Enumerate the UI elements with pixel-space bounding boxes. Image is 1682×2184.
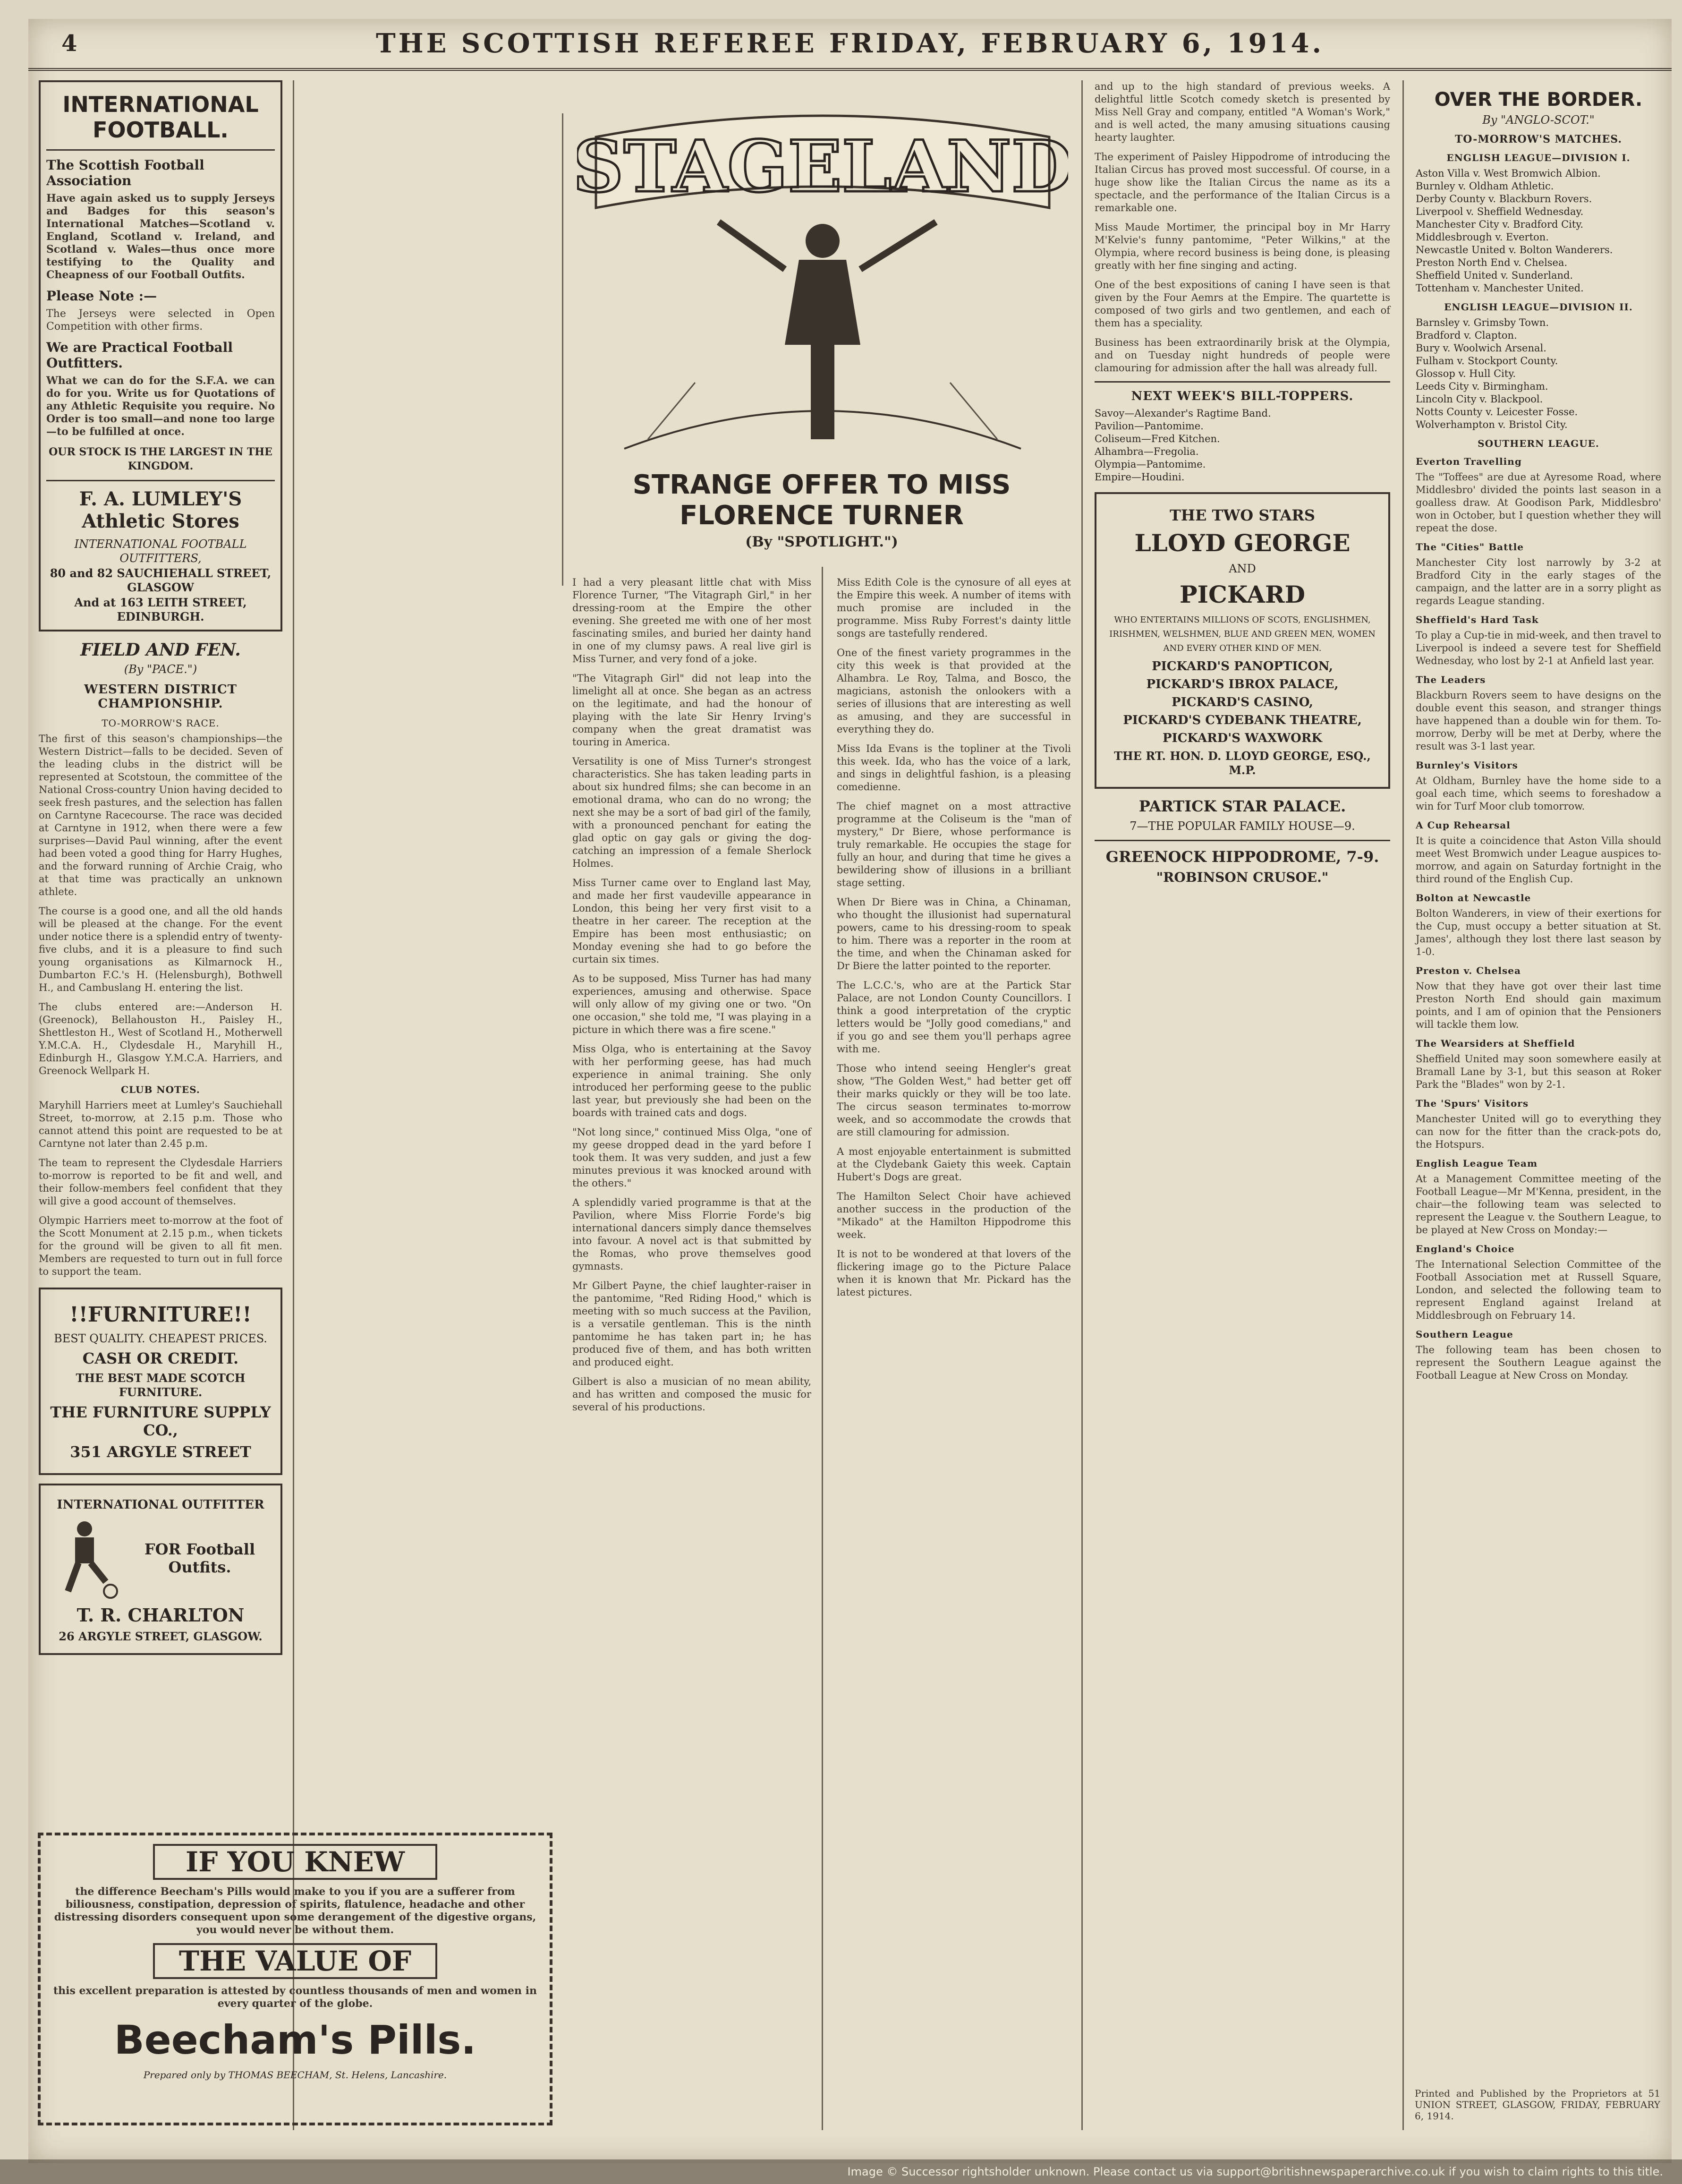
bill-item: Alhambra—Fregolia. xyxy=(1095,446,1199,457)
column-rule xyxy=(822,567,823,2130)
paragraph-heading: Preston v. Chelsea xyxy=(1416,965,1521,976)
furniture-line: THE BEST MADE SCOTCH FURNITURE. xyxy=(76,1371,246,1399)
practical-heading: We are Practical Football Outfitters. xyxy=(46,340,233,371)
article-paragraph: Versatility is one of Miss Turner's strongest characteristics. She has taken leading parts in about six hundred films; she can become in an emotional drama, who can do no wrong; the next she may be a sort of bad girl of the family, with a pronounced penchant for eating the glad optic on gay gals or giving the dog-catching an impression of a female Sherlock Holmes. xyxy=(572,756,811,869)
article-paragraph: It is not to be wondered at that lovers of the flickering image go to the Picture Palace when it is known that Mr. Pickard has the latest pictures. xyxy=(837,1248,1071,1298)
greenock-title: GREENOCK HIPPODROME, 7-9. xyxy=(1105,848,1379,866)
outfitter-address: 26 ARGYLE STREET, GLASGOW. xyxy=(59,1629,263,1643)
masthead-title: THE SCOTTISH REFEREE FRIDAY, FEBRUARY 6, 1914. xyxy=(376,28,1324,59)
column-theatre-news xyxy=(1084,80,1401,2135)
fixture-item: Bury v. Woolwich Arsenal. xyxy=(1416,342,1546,354)
fixture-item: Sheffield United v. Sunderland. xyxy=(1416,270,1573,281)
store-address-1: 80 and 82 SAUCHIEHALL STREET, GLASGOW xyxy=(50,566,272,594)
beecham-footer: Prepared only by THOMAS BEECHAM, St. Helens, Lancashire. xyxy=(143,2069,447,2081)
paragraph-heading: Everton Travelling xyxy=(1416,456,1522,467)
article-paragraph: Olympic Harriers meet to-morrow at the foot of the Scott Monument at 2.15 p.m., when tickets for the ground will be given to all fit men. Members are requested to turn out in full force to support the team. xyxy=(39,1215,282,1277)
article-paragraph: Bolton Wanderers, in view of their exertions for the Cup, must occupy a better situation at St. James', although they lost there last season by 1-0. xyxy=(1416,908,1661,957)
fixture-item: Aston Villa v. West Bromwich Albion. xyxy=(1416,168,1601,179)
fixture-item: Barnsley v. Grimsby Town. xyxy=(1416,317,1549,328)
stageland-byline: (By "SPOTLIGHT.") xyxy=(745,534,898,550)
outfitter-title: INTERNATIONAL OUTFITTER xyxy=(57,1498,264,1512)
article-paragraph: The experiment of Paisley Hippodrome of introducing the Italian Circus has proved most successful. Of course, in a huge show like the Italian Circus the name as its a spectacle, and the performance of the Italian Circus is a remarkable one. xyxy=(1095,151,1390,213)
pickard-advert xyxy=(1095,492,1390,789)
column-rule xyxy=(293,80,294,2130)
stars-line: AND xyxy=(1229,562,1256,575)
article-paragraph: Miss Maude Mortimer, the principal boy in Mr Harry M'Kelvie's funny pantomime, "Peter Wilkins," at the Olympia, where record business is being done, is pleasing greatly with her fine singing and acting. xyxy=(1095,222,1390,271)
over-border-title: OVER THE BORDER. xyxy=(1434,89,1643,111)
paragraph-heading: England's Choice xyxy=(1416,1243,1515,1254)
pickard-venue: PICKARD'S PANOPTICON, xyxy=(1152,659,1333,674)
stars-text: WHO ENTERTAINS MILLIONS OF SCOTS, ENGLISHMEN, IRISHMEN, WELSHMEN, BLUE AND GREEN MEN, WOMEN AND EVERY OTHER KIND OF MEN. xyxy=(1109,615,1376,653)
over-border-sub: TO-MORROW'S MATCHES. xyxy=(1454,133,1623,145)
page-number: 4 xyxy=(61,30,77,57)
sfa-heading: The Scottish Football Association xyxy=(46,157,204,188)
column-rule xyxy=(562,113,563,586)
column-rule xyxy=(1402,80,1404,2130)
article-paragraph: One of the finest variety programmes in the city this week is that provided at the Alhambra. Le Roy, Talma, and Bosco, the magicians, astonish the onlookers with a series of illusions that are interesting as well as amusing, and they are successful in everything they do. xyxy=(837,647,1071,735)
outfitter-sub: FOR Football Outfits. xyxy=(144,1540,255,1576)
article-paragraph: Now that they have got over their last time Preston North End should gain maximum points, and I am of opinion that the Pensioners will tackle them low. xyxy=(1416,981,1661,1030)
pickard-venue: PICKARD'S CYDEBANK THEATRE, xyxy=(1123,713,1362,727)
article-paragraph: Mr Gilbert Payne, the chief laughter-raiser in the pantomime, "Red Riding Hood," which is meeting with so much success at the Pavilion, is a versatile gentleman. This is the ninth pantomime he has taken part in; he has produced five of them, and has both written and produced eight. xyxy=(572,1280,811,1368)
advert-title: INTERNATIONAL FOOTBALL. xyxy=(62,92,259,143)
pickard-venue: PICKARD'S CASINO, xyxy=(1172,695,1313,709)
club-notes-title: CLUB NOTES. xyxy=(121,1084,200,1095)
paragraph-heading: Burnley's Visitors xyxy=(1416,759,1518,771)
article-paragraph: Gilbert is also a musician of no mean ability, and has written and composed the music for several of his productions. xyxy=(572,1376,811,1413)
article-paragraph: The chief magnet on a most attractive programme at the Coliseum is the "man of mystery," Dr Biere, whose performance is truly remarkable. He occupies the stage for fully an hour, and during that time he gives a bewildering show of illusions in a brilliant stage setting. xyxy=(837,801,1071,888)
sfa-text: Have again asked us to supply Jerseys and Badges for this season's International Matches—Scotland v. England, Scotland v. Ireland, and Scotland v. Wales—thus once more testifying to the Quality and Cheapness of our Football Outfits. xyxy=(46,192,275,281)
store-sub: INTERNATIONAL FOOTBALL OUTFITTERS, xyxy=(74,537,247,565)
article-paragraph: Blackburn Rovers seem to have designs on the double event this season, and stranger things have happened than a double win for them. To-morrow, Derby will be met at Derby, where the result was 3-1 last year. xyxy=(1416,690,1661,752)
beecham-advert xyxy=(38,1833,552,2125)
article-paragraph: Those who intend seeing Hengler's great show, "The Golden West," had better get off their marks quickly or they will be too late. The circus season terminates to-morrow week, and so accommodate the crowds that are still clamouring for admission. xyxy=(837,1063,1071,1138)
stars-line: LLOYD GEORGE xyxy=(1134,529,1351,557)
fixture-item: Derby County v. Blackburn Rovers. xyxy=(1416,193,1592,205)
bill-item: Coliseum—Fred Kitchen. xyxy=(1095,433,1220,444)
article-paragraph: Miss Olga, who is entertaining at the Savoy with her performing geese, has had much experience in animal training. She only introduced her performing geese to the public last year, but previously she had been on the boards with trained cats and dogs. xyxy=(572,1043,811,1118)
article-paragraph: Business has been extraordinarily brisk at the Olympia, and on Tuesday night hundreds of people were clamouring for admission after the hall was already full. xyxy=(1095,337,1390,374)
article-paragraph: To play a Cup-tie in mid-week, and then travel to Liverpool is indeed a severe test for Sheffield Wednesday, who lost by 2-1 at Anfield last year. xyxy=(1416,630,1662,666)
paragraph-heading: The "Cities" Battle xyxy=(1416,541,1524,553)
fixture-item: Leeds City v. Birmingham. xyxy=(1416,381,1548,392)
article-paragraph: The first of this season's championships—the Western District—falls to be decided. Seven of the leading clubs in the district will be represented at Scotstoun, the committee of the National Cross-country Union having decided to seek fresh pastures, and the selection has fallen on Carntyne Racecourse. The race was decided at Carntyne in 1912, when there were a few surprises—David Paul winning, after the event had been voted a good thing for Harry Hughes, and the forward running of Archie Craig, who at that time was practically an unknown athlete. xyxy=(39,733,282,897)
column-stage-notes xyxy=(826,576,1081,2135)
paragraph-heading: Sheffield's Hard Task xyxy=(1416,614,1539,625)
pickard-venue: THE RT. HON. D. LLOYD GEORGE, ESQ., M.P. xyxy=(1114,749,1371,777)
imprint: Printed and Published by the Proprietors at 51 UNION STREET, GLASGOW, FRIDAY, FEBRUARY 6, 1914. xyxy=(1415,2088,1660,2122)
furniture-advert xyxy=(39,1288,282,1475)
article-paragraph: The L.C.C.'s, who are at the Partick Star Palace, are not London County Councillors. I think a good interpretation of the cryptic letters would be "Jolly good comedians," and if you go and see them you'll perhaps agree with me. xyxy=(837,980,1071,1055)
fixture-item: Glossop v. Hull City. xyxy=(1416,368,1516,379)
article-paragraph: Miss Ida Evans is the topliner at the Tivoli this week. Ida, who has the voice of a lark, and sings in delightful fashion, is a pleasing comedienne. xyxy=(837,743,1071,793)
beecham-text: the difference Beecham's Pills would make to you if you are a sufferer from biliousness, constipation, depression of spirits, flatulence, headache and other distressing disorders consequent upon some derangement of the digestive organs, you would never be without them. xyxy=(54,1885,536,1936)
article-paragraph: The course is a good one, and all the old hands will be pleased at the change. For the event under notice there is a splendid entry of twenty-five clubs, and it is a pleasure to find such young organisations as Kilmarnock H., Dumbarton F.C.'s H. (Helensburgh), Bothwell H., and Cambuslang H. entering the list. xyxy=(39,905,282,993)
footballer-illustration-icon xyxy=(49,1516,120,1601)
note-text: The Jerseys were selected in Open Competition with other firms. xyxy=(46,308,275,333)
column-rule xyxy=(1081,80,1083,2130)
beecham-text-2: this excellent preparation is attested by countless thousands of men and women in every quarter of the globe. xyxy=(53,1985,537,2010)
stageland-banner: STAGELAND xyxy=(577,125,1068,208)
partick-title: PARTICK STAR PALACE. xyxy=(1138,797,1346,815)
article-paragraph: "The Vitagraph Girl" did not leap into the limelight all at once. She began as an actress on the legitimate, and had the honour of playing with the late Sir Henry Irving's company when the great dramatist was touring in America. xyxy=(572,673,811,748)
article-paragraph: It is quite a coincidence that Aston Villa should meet West Bromwich under League auspices to-morrow, and again on Saturday fortnight in the third round of the English Cup. xyxy=(1416,835,1661,885)
note-heading: Please Note :— xyxy=(46,288,157,304)
article-paragraph: I had a very pleasant little chat with Miss Florence Turner, "The Vitagraph Girl," in her dressing-room at the Empire the other evening. She greeted me with one of her most fascinating smiles, and buried her dainty hand in one of my clumsy paws. A real live girl is Miss Turner, and very fond of a joke. xyxy=(572,577,811,665)
paragraph-heading: Southern League xyxy=(1416,1329,1513,1340)
furniture-line: BEST QUALITY. CHEAPEST PRICES. xyxy=(54,1332,267,1345)
masthead xyxy=(28,19,1672,71)
article-paragraph: Maryhill Harriers meet at Lumley's Sauchiehall Street, to-morrow, at 2.15 p.m. Those who cannot attend this point are requested to be at Carntyne not later than 2.45 p.m. xyxy=(39,1100,282,1149)
article-paragraph: The team to represent the Clydesdale Harriers to-morrow is reported to be fit and well, and their follow-members feel confident that they will give a good account of themselves. xyxy=(39,1157,282,1207)
article-paragraph: The Hamilton Select Choir have achieved another success in the production of the "Mikado" at the Hamilton Hippodrome this week. xyxy=(837,1191,1071,1240)
article-paragraph: Miss Edith Cole is the cynosure of all eyes at the Empire this week. A number of items with much promise are included in the programme. Miss Ruby Forrest's dainty little songs are tastefully rendered. xyxy=(837,577,1071,639)
newspaper-page xyxy=(28,19,1672,2163)
stars-title: THE TWO STARS xyxy=(1169,506,1316,524)
stageland-illustration-icon xyxy=(577,80,1068,458)
paragraph-heading: The 'Spurs' Visitors xyxy=(1416,1098,1529,1109)
fixture-item: Newcastle United v. Bolton Wanderers. xyxy=(1416,244,1613,256)
fixture-item: Fulham v. Stockport County. xyxy=(1416,355,1558,367)
stageland-headline: STRANGE OFFER TO MISS FLORENCE TURNER xyxy=(632,469,1011,531)
article-paragraph: A splendidly varied programme is that at the Pavilion, where Miss Florrie Forde's big international dancers simply dance themselves into favour. A novel act is that submitted by the Romas, who prove themselves good gymnasts. xyxy=(572,1197,811,1272)
practical-text: What we can do for the S.F.A. we can do for you. Write us for Quotations of any Athletic Requisite you require. No Order is too small—and none too large—to be fulfilled at once. xyxy=(46,375,275,438)
beecham-value: THE VALUE OF xyxy=(153,1943,437,1979)
article-paragraph: The "Toffees" are due at Ayresome Road, where Middlesbro' divided the points last season in a goalless draw. At Goodison Park, Middlesbro' won in October, but I question whether they will repeat the dose. xyxy=(1416,471,1661,534)
article-paragraph: Manchester United will go to everything they can now for the fitter than the crack-pots do, the Hotspurs. xyxy=(1416,1113,1661,1150)
fixture-item: Notts County v. Leicester Fosse. xyxy=(1416,406,1578,418)
store-address-2: And at 163 LEITH STREET, EDINBURGH. xyxy=(74,596,247,623)
pickard-venue: PICKARD'S WAXWORK xyxy=(1163,731,1322,745)
bill-item: Pavilion—Pantomime. xyxy=(1095,420,1204,432)
article-paragraph: As to be supposed, Miss Turner has had many experiences, amusing and otherwise. Space will only allow of my giving one or two. "On one occasion," she told me, "I was playing in a picture in which there was a fire scene." xyxy=(572,973,811,1035)
article-paragraph: A most enjoyable entertainment is submitted at the Clydebank Gaiety this week. Captain Hubert's Dogs are great. xyxy=(837,1146,1071,1183)
greenock-text: "ROBINSON CRUSOE." xyxy=(1156,870,1329,885)
stageland-header xyxy=(567,80,1077,567)
article-paragraph: At Oldham, Burnley have the home side to a goal each time, which seems to foreshadow a win for Turf Moor club tomorrow. xyxy=(1416,775,1661,812)
fixture-item: Preston North End v. Chelsea. xyxy=(1416,257,1568,268)
over-border-byline: By "ANGLO-SCOT." xyxy=(1482,113,1595,127)
paragraph-heading: English League Team xyxy=(1416,1158,1538,1169)
fixture-item: Burnley v. Oldham Athletic. xyxy=(1416,180,1554,192)
field-subheading: WESTERN DISTRICT CHAMPIONSHIP. xyxy=(84,682,238,711)
fixture-item: Lincoln City v. Blackpool. xyxy=(1416,393,1543,405)
article-paragraph: "Not long since," continued Miss Olga, "one of my geese dropped dead in the yard before I took them. It was very sudden, and just a few minutes previous it was knocked around with the others." xyxy=(572,1126,811,1189)
field-title: FIELD AND FEN. xyxy=(80,640,241,660)
lumley-advert xyxy=(39,80,282,631)
bill-toppers-title: NEXT WEEK'S BILL-TOPPERS. xyxy=(1131,389,1354,403)
over-border-sub: ENGLISH LEAGUE—DIVISION I. xyxy=(1446,152,1631,163)
over-border-sub: SOUTHERN LEAGUE. xyxy=(1478,438,1599,449)
charlton-advert xyxy=(39,1484,282,1655)
fixture-item: Bradford v. Clapton. xyxy=(1416,330,1517,341)
article-paragraph: Manchester City lost narrowly by 3-2 at Bradford City in the early stages of the campaign, and the latter are in a sorry plight as regards League standing. xyxy=(1416,557,1661,606)
column-over-the-border xyxy=(1405,80,1672,2135)
stock-text: OUR STOCK IS THE LARGEST IN THE KINGDOM. xyxy=(49,446,272,472)
outfitter-name: T. R. CHARLTON xyxy=(76,1604,245,1626)
partick-text: 7—THE POPULAR FAMILY HOUSE—9. xyxy=(1130,819,1355,833)
pickard-venue: PICKARD'S IBROX PALACE, xyxy=(1146,677,1339,691)
fixture-item: Liverpool v. Sheffield Wednesday. xyxy=(1416,206,1584,217)
article-paragraph: When Dr Biere was in China, a Chinaman, who thought the illusionist had supernatural powers, came to his dressing-room to speak to him. There was a reporter in the room at the time, and when the Chinaman asked for Dr Biere the latter pointed to the reporter. xyxy=(837,896,1071,972)
article-paragraph: At a Management Committee meeting of the Football League—Mr M'Kenna, president, in the chair—the following team was selected to represent the League v. the Southern League, to be played at New Cross on Monday:— xyxy=(1416,1173,1661,1236)
stars-line: PICKARD xyxy=(1180,580,1305,608)
fixture-item: Manchester City v. Bradford City. xyxy=(1416,219,1584,230)
field-byline: (By "PACE.") xyxy=(124,663,197,676)
fixture-item: Wolverhampton v. Bristol City. xyxy=(1416,419,1568,430)
article-paragraph: Miss Turner came over to England last May, and made her first vaudeville appearance in London, this being her very first visit to a theatre in her career. The reception at the Empire has been most enthusiastic; on Monday evening she had to go before the curtain six times. xyxy=(572,877,811,965)
article-paragraph: The International Selection Committee of the Football Association met at Russell Square, London, and selected the following team to represent England against Ireland at Middlesbrough on February 14. xyxy=(1416,1259,1661,1321)
paragraph-heading: The Wearsiders at Sheffield xyxy=(1416,1038,1575,1049)
paragraph-heading: A Cup Rehearsal xyxy=(1416,819,1511,831)
article-paragraph: One of the best expositions of caning I have seen is that given by the Four Aemrs at the Empire. The quartette is composed of two girls and two gentlemen, and each of them has a speciality. xyxy=(1095,279,1390,329)
furniture-address: 351 ARGYLE STREET xyxy=(70,1443,251,1461)
field-subheading-2: TO-MORROW'S RACE. xyxy=(102,717,220,729)
furniture-name: THE FURNITURE SUPPLY CO., xyxy=(50,1403,271,1439)
bill-item: Empire—Houdini. xyxy=(1095,471,1185,483)
paragraph-heading: The Leaders xyxy=(1416,674,1486,685)
beecham-heading: IF YOU KNEW xyxy=(153,1844,437,1880)
fixture-item: Tottenham v. Manchester United. xyxy=(1416,282,1584,294)
article-paragraph: Sheffield United may soon somewhere easily at Bramall Lane by 3-1, but this season at Roker Park the "Blades" won by 2-1. xyxy=(1416,1053,1661,1090)
furniture-line: CASH OR CREDIT. xyxy=(82,1349,239,1367)
beecham-brand: Beecham's Pills. xyxy=(114,2017,476,2063)
article-paragraph: The following team has been chosen to represent the Southern League against the Football League at New Cross on Monday. xyxy=(1416,1344,1661,1381)
fixture-item: Middlesbrough v. Everton. xyxy=(1416,231,1549,243)
store-name: F. A. LUMLEY'S Athletic Stores xyxy=(79,488,242,532)
bill-item: Olympia—Pantomime. xyxy=(1095,459,1206,470)
furniture-title: !!FURNITURE!! xyxy=(69,1303,252,1327)
article-paragraph: and up to the high standard of previous weeks. A delightful little Scotch comedy sketch is presented by Miss Nell Gray and company, entitled "A Woman's Work," and is well acted, the many amusing situations causing hearty laughter. xyxy=(1095,81,1390,143)
over-border-sub: ENGLISH LEAGUE—DIVISION II. xyxy=(1444,301,1633,313)
paragraph-heading: Bolton at Newcastle xyxy=(1416,892,1531,904)
bill-item: Savoy—Alexander's Ragtime Band. xyxy=(1095,408,1271,419)
stageland-article xyxy=(562,576,822,2135)
article-paragraph: The clubs entered are:—Anderson H. (Greenock), Bellahouston H., Paisley H., Shettleston H., West of Scotland H., Motherwell Y.M.C.A. H., Clydesdale H., Maryhill H., Edinburgh H., Glasgow Y.M.C.A. Harriers, and Greenock Wellpark H. xyxy=(39,1001,282,1076)
copyright-credit: Image © Successor rightsholder unknown. Please contact us via support@britishnewspaperarchive.co.uk if you wish to claim rights to this title. xyxy=(0,2159,1682,2184)
